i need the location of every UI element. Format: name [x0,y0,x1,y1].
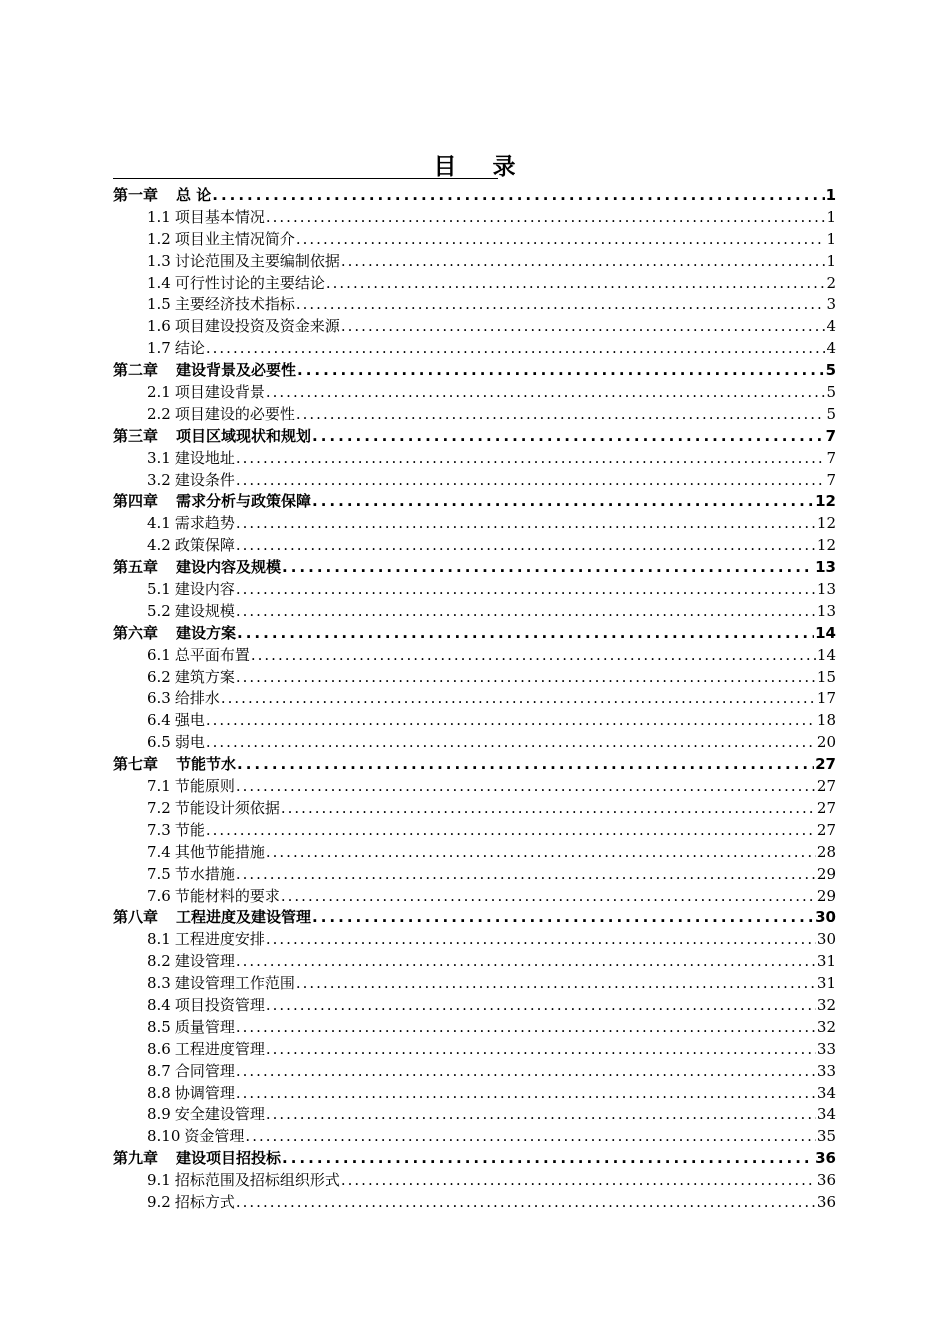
toc-entry-number: 4.1 [147,514,171,533]
toc-page-number: 31 [816,974,836,993]
toc-entry-number: 第二章 [113,361,159,380]
toc-section-entry[interactable] [113,1104,836,1126]
toc-entry-label: 讨论范围及主要编制依据 [174,251,340,270]
toc-section-entry[interactable] [113,798,836,820]
toc-chapter-entry[interactable] [113,754,836,776]
dot-leader [206,820,816,842]
dot-leader [266,1104,816,1126]
dot-leader [236,535,816,557]
toc-page-number: 34 [816,1083,836,1102]
toc-entry-number: 1.4 [147,273,171,292]
toc-page-number: 12 [816,536,836,555]
dot-leader [221,688,816,710]
toc-chapter-entry[interactable] [113,426,836,448]
toc-chapter-entry[interactable] [113,623,836,645]
page-title: 目 录 [433,154,530,180]
dot-leader [326,273,825,295]
toc-section-entry[interactable] [113,1170,836,1192]
toc-page-number: 7 [825,426,836,445]
toc-entry-label: 需求趋势 [174,514,235,533]
toc-entry-number: 6.4 [147,711,171,730]
toc-section-entry[interactable] [113,995,836,1017]
toc-page-number: 13 [815,558,836,577]
toc-page-number: 12 [816,514,836,533]
toc-entry-label: 结论 [174,339,205,358]
toc-page-number: 27 [816,798,836,817]
dot-leader [296,404,825,426]
toc-entry-number: 3.2 [147,470,171,489]
toc-entry-label: 建设背景及必要性 [176,361,297,380]
toc-entry-label: 招标方式 [174,1192,235,1211]
dot-leader [266,995,816,1017]
toc-section-entry[interactable] [113,886,836,908]
toc-entry-label: 建设地址 [174,448,235,467]
dot-leader [297,360,825,382]
toc-entry-number: 1.3 [147,251,171,270]
toc-chapter-entry[interactable] [113,907,836,929]
toc-entry-number: 第八章 [113,908,159,927]
toc-entry-label: 安全建设管理 [174,1105,265,1124]
dot-leader [312,491,814,513]
toc-entry-label: 质量管理 [174,1017,235,1036]
toc-page-number: 35 [816,1127,836,1146]
dot-leader [245,1126,815,1148]
toc-page-number: 29 [816,864,836,883]
toc-page-number: 28 [816,842,836,861]
dot-leader [312,426,825,448]
dot-leader [236,864,816,886]
dot-leader [236,579,816,601]
toc-entry-label: 节能原则 [174,777,235,796]
toc-entry-label: 建设条件 [174,470,235,489]
dot-leader [236,776,816,798]
toc-entry-label: 项目建设背景 [174,383,265,402]
toc-entry-number: 1.2 [147,229,171,248]
toc-page-number: 17 [816,689,836,708]
toc-page-number: 32 [816,1017,836,1036]
dot-leader [237,754,814,776]
dot-leader [281,798,816,820]
toc-section-entry[interactable] [113,667,836,689]
toc-entry-number: 5.1 [147,580,171,599]
toc-entry-label: 资金管理 [184,1127,245,1146]
dot-leader [266,1039,816,1061]
toc-section-entry[interactable] [113,601,836,623]
toc-entry-label: 总 论 [176,186,212,204]
dot-leader [236,601,816,623]
toc-entry-number: 8.6 [147,1039,171,1058]
toc-entry-number: 4.2 [147,536,171,555]
toc-page-number: 1 [826,251,836,270]
toc-page-number: 4 [826,317,836,336]
toc-page-number: 7 [826,470,836,489]
toc-page-number: 12 [815,492,836,511]
dot-leader [251,645,816,667]
dot-leader [296,973,816,995]
toc-entry-number: 8.1 [147,930,171,949]
toc-entry-number: 6.3 [147,689,171,708]
toc-section-entry[interactable] [113,207,836,229]
toc-section-entry[interactable] [113,1192,836,1214]
toc-entry-number: 6.1 [147,645,171,664]
toc-section-entry[interactable] [113,645,836,667]
toc-entry-number: 第七章 [113,755,159,774]
toc-section-entry[interactable] [113,251,836,273]
toc-page-number: 18 [816,711,836,730]
toc-section-entry[interactable] [113,229,836,251]
toc-entry-label: 主要经济技术指标 [174,295,295,314]
toc-section-entry[interactable] [113,579,836,601]
toc-entry-number: 7.1 [147,777,171,796]
dot-leader [206,710,816,732]
toc-page-number: 27 [815,755,836,774]
toc-chapter-entry[interactable] [113,491,836,513]
toc-section-entry[interactable] [113,273,836,295]
toc-entry-label: 弱电 [174,733,205,752]
toc-entry-number: 1.7 [147,339,171,358]
dot-leader [266,929,816,951]
toc-page-number: 30 [815,908,836,927]
toc-entry-label: 需求分析与政策保障 [176,492,312,511]
dot-leader [281,886,816,908]
toc-entry-number: 8.5 [147,1017,171,1036]
dot-leader [212,185,824,207]
toc-entry-label: 建设方案 [176,623,237,642]
dot-leader [236,1061,816,1083]
toc-entry-number: 8.3 [147,974,171,993]
toc-entry-label: 节能节水 [176,755,237,774]
toc-section-entry[interactable] [113,732,836,754]
toc-section-entry[interactable] [113,448,836,470]
dot-leader [236,513,816,535]
toc-entry-number: 3.1 [147,448,171,467]
toc-entry-number: 6.2 [147,667,171,686]
toc-entry-label: 项目业主情况简介 [174,229,295,248]
dot-leader [236,667,816,689]
dot-leader [266,842,816,864]
title-block [113,148,836,180]
toc-entry-label: 建筑方案 [174,667,235,686]
toc-page-number: 2 [826,273,836,292]
toc-entry-label: 建设内容 [174,580,235,599]
toc-entry-label: 工程进度安排 [174,930,265,949]
toc-page-number: 27 [816,777,836,796]
toc-page-number: 5 [826,404,836,423]
toc-page-number: 1 [826,229,836,248]
dot-leader [312,907,814,929]
toc-entry-number: 第九章 [113,1149,159,1168]
toc-entry-number: 7.4 [147,842,171,861]
toc-entry-number: 1.1 [147,207,171,226]
toc-entry-number: 8.10 [147,1127,181,1146]
dot-leader [236,951,816,973]
toc-entry-number: 7.6 [147,886,171,905]
toc-section-entry[interactable] [113,316,836,338]
toc-entry-label: 建设项目招投标 [176,1149,282,1168]
toc-section-entry[interactable] [113,382,836,404]
table-of-contents [113,185,836,1214]
toc-entry-number: 6.5 [147,733,171,752]
toc-page-number: 1 [826,207,836,226]
toc-entry-label: 节能设计须依据 [174,798,280,817]
dot-leader [282,557,814,579]
toc-entry-label: 合同管理 [174,1061,235,1080]
dot-leader [341,251,825,273]
toc-section-entry[interactable] [113,842,836,864]
toc-page-number: 36 [816,1171,836,1190]
toc-chapter-entry[interactable] [113,1148,836,1170]
toc-entry-label: 工程进度及建设管理 [176,908,312,927]
toc-entry-label: 项目区域现状和规划 [176,426,312,445]
dot-leader [266,382,825,404]
toc-entry-number: 第三章 [113,426,159,445]
toc-entry-label: 建设管理工作范围 [174,974,295,993]
dot-leader [206,338,825,360]
toc-entry-number: 2.2 [147,404,171,423]
toc-page-number: 5 [825,361,836,380]
toc-entry-label: 节能材料的要求 [174,886,280,905]
toc-entry-number: 9.2 [147,1192,171,1211]
toc-entry-number: 5.2 [147,601,171,620]
dot-leader [206,732,816,754]
toc-entry-number: 8.7 [147,1061,171,1080]
toc-page-number: 14 [816,645,836,664]
toc-section-entry[interactable] [113,820,836,842]
toc-page-number: 32 [816,995,836,1014]
toc-entry-number: 2.1 [147,383,171,402]
toc-section-entry[interactable] [113,688,836,710]
toc-entry-label: 节能 [174,820,205,839]
toc-entry-label: 可行性讨论的主要结论 [174,273,325,292]
toc-section-entry[interactable] [113,513,836,535]
toc-entry-label: 建设规模 [174,601,235,620]
toc-entry-number: 8.4 [147,995,171,1014]
toc-entry-label: 项目建设投资及资金来源 [174,317,340,336]
toc-section-entry[interactable] [113,929,836,951]
toc-section-entry[interactable] [113,294,836,316]
toc-entry-number: 第一章 [113,186,159,204]
toc-page-number: 7 [826,448,836,467]
toc-page-number: 36 [816,1192,836,1211]
dot-leader [236,1017,816,1039]
toc-page-number: 20 [816,733,836,752]
dot-leader [237,623,814,645]
toc-page-number: 29 [816,886,836,905]
toc-entry-number: 第六章 [113,623,159,642]
toc-entry-number: 7.5 [147,864,171,883]
dot-leader [236,470,825,492]
toc-entry-number: 8.9 [147,1105,171,1124]
toc-entry-label: 其他节能措施 [174,842,265,861]
toc-entry-label: 强电 [174,711,205,730]
toc-entry-number: 7.3 [147,820,171,839]
toc-page-number: 13 [816,601,836,620]
toc-section-entry[interactable] [113,404,836,426]
toc-section-entry[interactable] [113,951,836,973]
dot-leader [282,1148,814,1170]
toc-entry-label: 给排水 [174,689,220,708]
toc-page-number: 14 [815,623,836,642]
toc-entry-label: 建设管理 [174,952,235,971]
toc-entry-label: 招标范围及招标组织形式 [174,1171,340,1190]
toc-page-number: 33 [816,1061,836,1080]
toc-section-entry[interactable] [113,710,836,732]
toc-section-entry[interactable] [113,1061,836,1083]
toc-entry-number: 8.8 [147,1083,171,1102]
toc-page-number: 15 [816,667,836,686]
dot-leader [296,294,825,316]
toc-page-number: 34 [816,1105,836,1124]
toc-entry-label: 建设内容及规模 [176,558,282,577]
toc-section-entry[interactable] [113,535,836,557]
dot-leader [296,229,825,251]
toc-page-number: 1 [825,186,836,204]
toc-entry-label: 项目基本情况 [174,207,265,226]
toc-section-entry[interactable] [113,1017,836,1039]
toc-section-entry[interactable] [113,338,836,360]
toc-page-number: 3 [826,295,836,314]
toc-section-entry[interactable] [113,973,836,995]
toc-chapter-entry[interactable] [113,360,836,382]
toc-page-number: 4 [826,339,836,358]
toc-entry-label: 总平面布置 [174,645,250,664]
toc-page-number: 13 [816,580,836,599]
toc-section-entry[interactable] [113,776,836,798]
toc-entry-label: 协调管理 [174,1083,235,1102]
toc-page-number: 33 [816,1039,836,1058]
toc-entry-label: 项目投资管理 [174,995,265,1014]
dot-leader [236,448,825,470]
dot-leader [236,1083,816,1105]
toc-entry-label: 政策保障 [174,536,235,555]
toc-page-number: 31 [816,952,836,971]
dot-leader [341,316,825,338]
toc-section-entry[interactable] [113,470,836,492]
toc-entry-number: 1.6 [147,317,171,336]
dot-leader [266,207,825,229]
toc-entry-number: 1.5 [147,295,171,314]
dot-leader [236,1192,816,1214]
toc-entry-number: 8.2 [147,952,171,971]
toc-page-number: 30 [816,930,836,949]
toc-page-number: 27 [816,820,836,839]
dot-leader [341,1170,816,1192]
toc-page-number: 5 [826,383,836,402]
title-underline [113,178,498,179]
toc-chapter-entry[interactable] [113,557,836,579]
toc-entry-label: 项目建设的必要性 [174,404,295,423]
toc-section-entry[interactable] [113,864,836,886]
toc-page-number: 36 [815,1149,836,1168]
toc-entry-label: 节水措施 [174,864,235,883]
toc-section-entry[interactable] [113,1039,836,1061]
toc-entry-label: 工程进度管理 [174,1039,265,1058]
toc-section-entry[interactable] [113,1126,836,1148]
toc-section-entry[interactable] [113,1083,836,1105]
toc-entry-number: 9.1 [147,1171,171,1190]
toc-chapter-entry[interactable] [113,185,836,207]
toc-entry-number: 7.2 [147,798,171,817]
toc-entry-number: 第四章 [113,492,159,511]
toc-entry-number: 第五章 [113,558,159,577]
